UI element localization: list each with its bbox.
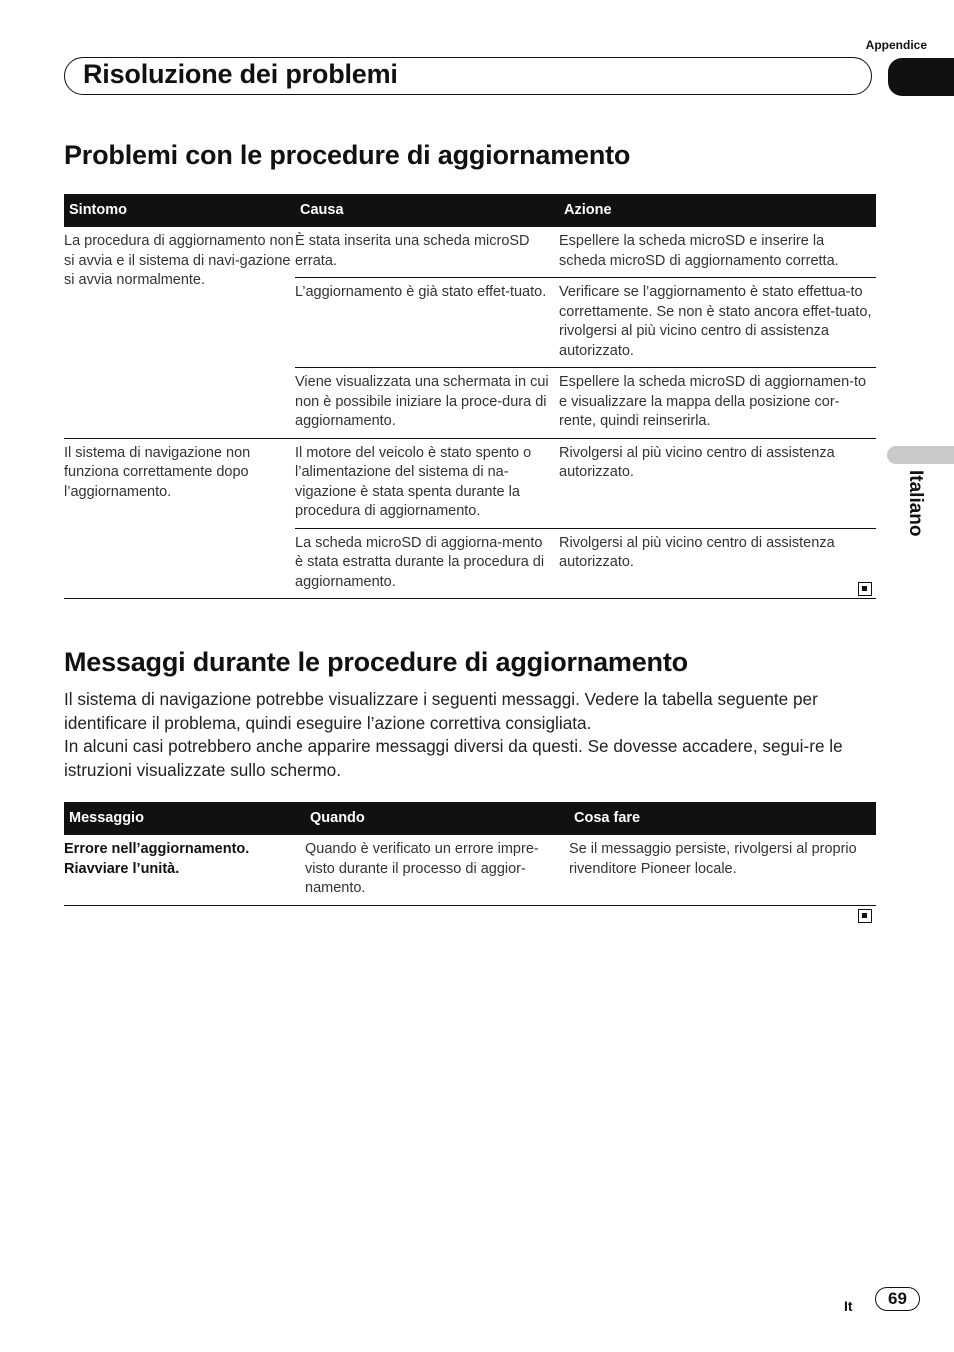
messages-table-header [64, 802, 876, 835]
problems-table-header [64, 194, 876, 227]
problems-table [64, 194, 876, 599]
column-header-message: Messaggio [64, 802, 305, 835]
action-cell: Verificare se l’aggiornamento è stato effettua-to correttamente. Se non è stato ancora effet-tuato, rivolgersi al più vicino centro di assistenza autorizzato. [559, 278, 876, 368]
cause-cell: Viene visualizzata una schermata in cui non è possibile iniziare la proce-dura di aggiornamento. [295, 368, 559, 439]
section-end-mark [858, 909, 872, 923]
table-row [64, 227, 876, 278]
language-tab-marker [887, 446, 954, 464]
column-header-when: Quando [305, 802, 569, 835]
cause-cell: È stata inserita una scheda microSD errata. [295, 227, 559, 278]
messages-intro [64, 688, 879, 782]
section-title-box [64, 57, 872, 95]
column-header-symptom: Sintomo [64, 194, 295, 227]
symptom-cell: La procedura di aggiornamento non si avvia e il sistema di navi-gazione si avvia normalmente. [64, 227, 295, 438]
message-cell: Errore nell’aggiornamento. Riavviare l’unità. [64, 835, 305, 905]
action-cell: Rivolgersi al più vicino centro di assistenza autorizzato. [559, 438, 876, 528]
symptom-cell: Il sistema di navigazione non funziona correttamente dopo l’aggiornamento. [64, 438, 295, 599]
cause-cell: Il motore del veicolo è stato spento o l’alimentazione del sistema di na-vigazione è stata spenta durante la procedura di aggiornamento. [295, 438, 559, 528]
intro-paragraph: In alcuni casi potrebbero anche apparire messaggi diversi da questi. Se dovesse accadere, segui-re le istruzioni visualizzate sullo schermo. [64, 736, 843, 780]
column-header-todo: Cosa fare [569, 802, 876, 835]
messages-heading: Messaggi durante le procedure di aggiornamento [64, 647, 688, 677]
action-cell: Rivolgersi al più vicino centro di assistenza autorizzato. [559, 528, 876, 599]
table-row [64, 835, 876, 905]
action-cell: Espellere la scheda microSD di aggiornamen-to e visualizzare la mappa della posizione cor-rente, quindi reinserirla. [559, 368, 876, 439]
intro-paragraph: Il sistema di navigazione potrebbe visualizzare i seguenti messaggi. Vedere la tabella seguente per identificare il problema, quindi eseguire l’azione correttiva consigliata. [64, 689, 818, 733]
section-title: Risoluzione dei problemi [83, 59, 398, 89]
action-cell: Espellere la scheda microSD e inserire la scheda microSD di aggiornamento corretta. [559, 227, 876, 278]
problems-heading: Problemi con le procedure di aggiornamento [64, 140, 631, 170]
language-code: It [844, 1298, 853, 1314]
cause-cell: L’aggiornamento è già stato effet-tuato. [295, 278, 559, 368]
page-number: 69 [875, 1287, 920, 1311]
table-row [64, 438, 876, 528]
when-cell: Quando è verificato un errore impre-visto durante il processo di aggior-namento. [305, 835, 569, 905]
section-end-mark [858, 582, 872, 596]
column-header-cause: Causa [295, 194, 559, 227]
messages-table [64, 802, 876, 906]
language-tab-label: Italiano [905, 470, 926, 537]
todo-cell: Se il messaggio persiste, rivolgersi al proprio rivenditore Pioneer locale. [569, 835, 876, 905]
cause-cell: La scheda microSD di aggiorna-mento è stata estratta durante la procedura di aggiornamento. [295, 528, 559, 599]
appendix-label: Appendice [865, 38, 927, 52]
column-header-action: Azione [559, 194, 876, 227]
chapter-tab [888, 58, 954, 96]
